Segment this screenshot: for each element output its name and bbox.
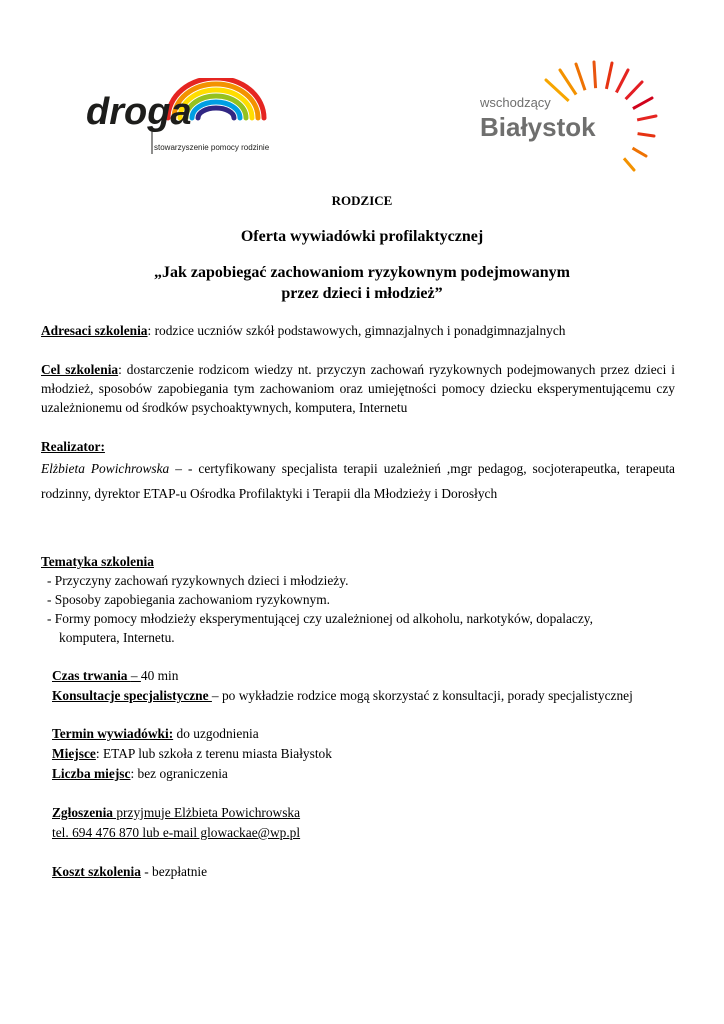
list-item: - Przyczyny zachowań ryzykownych dzieci i młodzieży. bbox=[47, 573, 349, 588]
termin-value: do uzgodnienia bbox=[173, 726, 259, 741]
title-line-1: „Jak zapobiegać zachowaniom ryzykownym podejmowanym bbox=[154, 264, 570, 281]
konsultacje-paragraph bbox=[52, 686, 656, 705]
list-item-continuation: komputera, Internetu. bbox=[59, 630, 175, 645]
contact-link[interactable]: tel. 694 476 870 lub e-mail glowackae@wp.pl bbox=[52, 825, 301, 840]
zgloszenia-label: Zgłoszenia bbox=[52, 805, 114, 820]
tematyka-label-row bbox=[41, 552, 675, 571]
liczba-label: Liczba miejsc bbox=[52, 766, 131, 781]
liczba-row bbox=[52, 764, 656, 783]
termin-row bbox=[52, 724, 656, 743]
liczba-value: : bez ograniczenia bbox=[130, 766, 228, 781]
droga-logo bbox=[80, 78, 280, 158]
czas-label: Czas trwania bbox=[52, 668, 131, 683]
tematyka-list bbox=[41, 571, 675, 647]
miejsce-row bbox=[52, 744, 656, 763]
czas-value: 40 min bbox=[140, 668, 179, 683]
koszt-row bbox=[52, 862, 656, 881]
realizator-paragraph bbox=[41, 457, 675, 506]
konsultacje-label: Konsultacje specjalistyczne bbox=[52, 688, 212, 703]
title-line-2: przez dzieci i młodzież” bbox=[281, 285, 443, 302]
list-item: - Sposoby zapobiegania zachowaniom ryzykownym. bbox=[47, 592, 330, 607]
section-heading: RODZICE bbox=[331, 193, 393, 208]
koszt-label: Koszt szkolenia bbox=[52, 864, 141, 879]
realizator-text: – - certyfikowany specjalista terapii uzależnień ,mgr pedagog, socjoterapeutka, terapeuta rodzinny, dyrektor ETAP-u Ośrodka Profilaktyki i Terapii dla Młodzieży i Dorosłych bbox=[41, 461, 675, 501]
realizator-name: Elżbieta Powichrowska bbox=[41, 461, 170, 476]
contact-row bbox=[52, 823, 656, 842]
miejsce-label: Miejsce bbox=[52, 746, 96, 761]
offer-heading: Oferta wywiadówki profilaktycznej bbox=[240, 228, 484, 245]
cel-text: : dostarczenie rodzicom wiedzy nt. przyczyn zachowań ryzykownych podejmowanych przez dzieci i młodzież, sposobów zapobiegania tym zachowaniom oraz umiejętności pomocy dziecku eksperymentującemu czy uzależnionemu od środków psychoaktywnych, komputera, Internetu bbox=[41, 362, 675, 415]
realizator-label: Realizator: bbox=[41, 439, 105, 454]
czas-row bbox=[52, 666, 656, 685]
bialystok-small-text: wschodzący bbox=[480, 95, 551, 110]
miejsce-value: : ETAP lub szkoła z terenu miasta Białystok bbox=[95, 746, 332, 761]
droga-wordmark: droga bbox=[86, 91, 192, 133]
cel-label: Cel szkolenia bbox=[41, 362, 119, 377]
title-heading bbox=[40, 262, 684, 304]
realizator-label-row bbox=[41, 437, 675, 456]
adresaci-text: : rodzice uczniów szkół podstawowych, gimnazjalnych i ponadgimnazjalnych bbox=[147, 323, 566, 338]
konsultacje-text: – po wykładzie rodzice mogą skorzystać z konsultacji, porady specjalistycznej bbox=[211, 688, 633, 703]
termin-label: Termin wywiadówki: bbox=[52, 726, 174, 741]
zgloszenia-text: przyjmuje Elżbieta Powichrowska bbox=[113, 805, 301, 820]
koszt-value: - bezpłatnie bbox=[140, 864, 208, 879]
czas-dash: – bbox=[130, 668, 141, 683]
zgloszenia-row bbox=[52, 803, 656, 822]
adresaci-label: Adresaci szkolenia bbox=[41, 323, 148, 338]
bialystok-logo bbox=[478, 58, 658, 178]
list-item: - Formy pomocy młodzieży eksperymentującej czy uzależnionej od alkoholu, narkotyków, dopalaczy, bbox=[47, 611, 593, 626]
tematyka-label: Tematyka szkolenia bbox=[41, 554, 154, 569]
bialystok-big-text: Białystok bbox=[480, 112, 596, 142]
adresaci-paragraph bbox=[41, 321, 675, 340]
cel-paragraph bbox=[41, 360, 675, 417]
droga-tagline: stowarzyszenie pomocy rodzinie bbox=[154, 143, 270, 152]
